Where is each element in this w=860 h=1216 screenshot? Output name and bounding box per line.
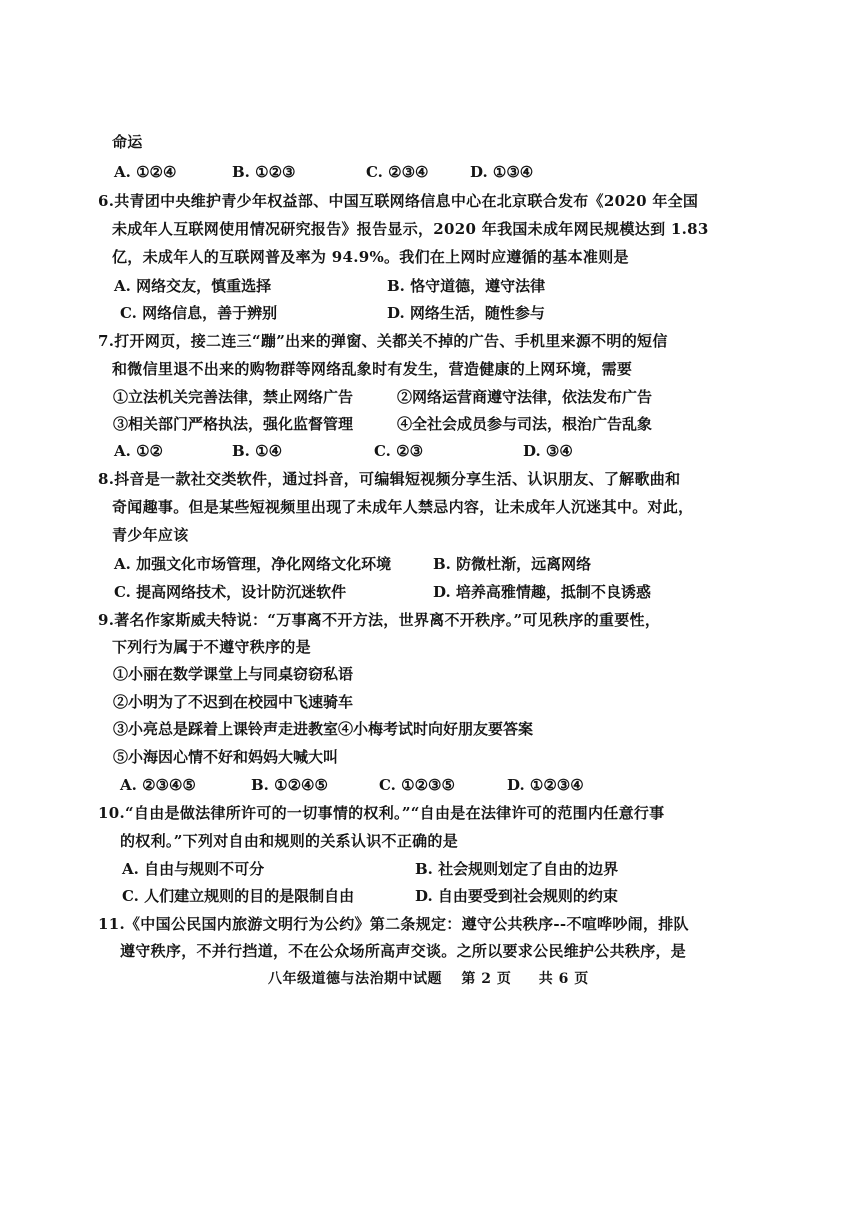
q9-stem-line-1: 9.著名作家斯威夫特说：“万事离不开方法，世界离不开秩序。”可见秩序的重要性， [98, 611, 661, 629]
q8-stem-line-2: 奇闻趣事。但是某些短视频里出现了未成年人禁忌内容，让未成年人沉迷其中。对此， [112, 498, 694, 516]
q6-stem-line-2: 未成年人互联网使用情况研究报告》报告显示，2020 年我国未成年网民规模达到 1.83 [112, 220, 709, 238]
prev-option-c: C. ②③④ [366, 163, 429, 181]
q8-option-c: C. 提高网络技术，设计防沉迷软件 [114, 583, 347, 601]
q10-option-d: D. 自由要受到社会规则的约束 [415, 887, 618, 905]
footer-page-number: 第 2 页 [461, 971, 512, 987]
q7-item-3: ③相关部门严格执法，强化监督管理 [113, 415, 354, 433]
q11-stem-line-1: 11.《中国公民国内旅游文明行为公约》第二条规定：遵守公共秩序--不喧哗吵闹，排队 [98, 915, 689, 933]
q6-option-a: A. 网络交友，慎重选择 [114, 277, 272, 295]
prev-option-d: D. ①③④ [470, 163, 534, 181]
q10-option-c: C. 人们建立规则的目的是限制自由 [122, 887, 355, 905]
q7-option-b: B. ①④ [232, 442, 283, 460]
page-footer [268, 972, 589, 986]
q6-option-d: D. 网络生活，随性参与 [387, 304, 545, 322]
q10-option-b: B. 社会规则划定了自由的边界 [415, 860, 619, 878]
q6-option-c: C. 网络信息，善于辨别 [120, 304, 278, 322]
q9-option-d: D. ①②③④ [507, 776, 584, 794]
q6-stem-line-1: 6.共青团中央维护青少年权益部、中国互联网络信息中心在北京联合发布《2020 年全国 [98, 192, 699, 210]
q8-option-d: D. 培养高雅情趣，抵制不良诱惑 [433, 583, 651, 601]
footer-title: 八年级道德与法治期中试题 [268, 971, 442, 987]
q10-option-a: A. 自由与规则不可分 [122, 860, 265, 878]
q6-option-b: B. 恪守道德，遵守法律 [387, 277, 546, 295]
q7-stem-line-2: 和微信里退不出来的购物群等网络乱象时有发生，营造健康的上网环境，需要 [112, 360, 633, 378]
q6-stem-line-3: 亿，未成年人的互联网普及率为 94.9%。我们在上网时应遵循的基本准则是 [112, 248, 629, 266]
q7-stem-line-1: 7.打开网页，接二连三“蹦”出来的弹窗、关都关不掉的广告、手机里来源不明的短信 [98, 332, 668, 350]
prev-option-b: B. ①②③ [232, 163, 296, 181]
q7-item-4: ④全社会成员参与司法，根治广告乱象 [397, 415, 653, 433]
prev-option-a: A. ①②④ [114, 163, 177, 181]
q8-option-b: B. 防微杜渐，远离网络 [433, 555, 592, 573]
q7-option-d: D. ③④ [523, 442, 573, 460]
q7-item-2: ②网络运营商遵守法律，依法发布广告 [397, 388, 653, 406]
q9-item-1: ①小丽在数学课堂上与同桌窃窃私语 [113, 665, 354, 683]
q8-option-a: A. 加强文化市场管理，净化网络文化环境 [114, 555, 392, 573]
q9-item-2: ②小明为了不迟到在校园中飞速骑车 [113, 693, 354, 711]
q9-item-5: ⑤小海因心情不好和妈妈大喊大叫 [113, 748, 339, 766]
footer-total-pages: 共 6 页 [538, 971, 589, 987]
q9-item-3-4: ③小亮总是踩着上课铃声走进教室④小梅考试时向好朋友要答案 [113, 720, 534, 738]
q11-stem-line-2: 遵守秩序，不并行挡道，不在公众场所高声交谈。之所以要求公民维护公共秩序，是 [120, 942, 687, 960]
q8-stem-line-1: 8.抖音是一款社交类软件，通过抖音，可编辑短视频分享生活、认识朋友、了解歌曲和 [98, 470, 681, 488]
q10-stem-line-1: 10.“自由是做法律所许可的一切事情的权利。”“自由是在法律许可的范围内任意行事 [98, 804, 665, 822]
q8-stem-line-3: 青少年应该 [112, 526, 189, 544]
q9-option-a: A. ②③④⑤ [120, 776, 196, 794]
q10-stem-line-2: 的权利。”下列对自由和规则的关系认识不正确的是 [120, 832, 459, 850]
q7-item-1: ①立法机关完善法律，禁止网络广告 [113, 388, 354, 406]
q7-option-a: A. ①② [114, 442, 163, 460]
q9-option-b: B. ①②④⑤ [251, 776, 328, 794]
q7-option-c: C. ②③ [374, 442, 424, 460]
q9-stem-line-2: 下列行为属于不遵守秩序的是 [112, 638, 311, 656]
prev-question-tail: 命运 [112, 133, 143, 151]
q9-option-c: C. ①②③⑤ [379, 776, 455, 794]
